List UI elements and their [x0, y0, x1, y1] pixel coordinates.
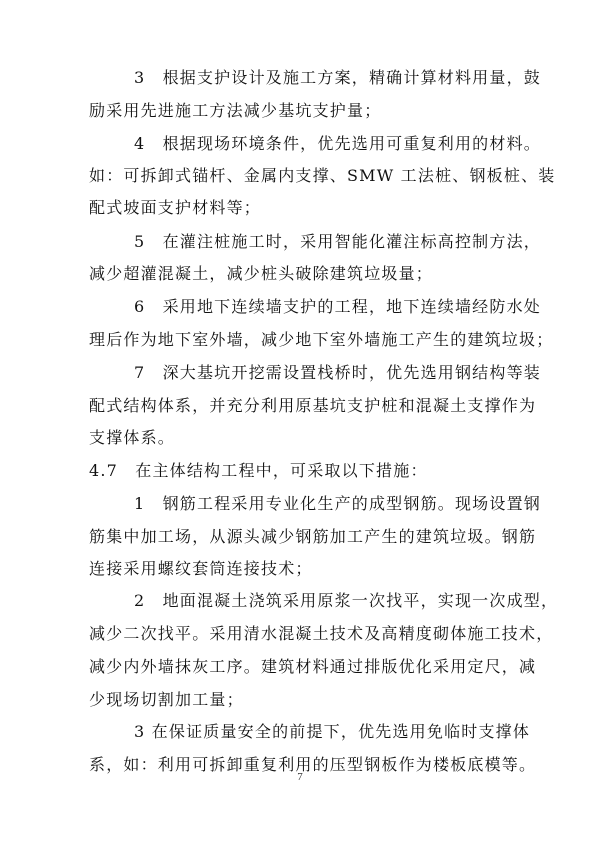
paragraph-7-line-2: 配式结构体系，并充分利用原基坑支护桩和混凝土支撑作为: [89, 396, 537, 415]
paragraph-4-line-3: 配式坡面支护材料等；: [89, 198, 262, 217]
section-4-7-item-2-line-3: 减少内外墙抹灰工序。建筑材料通过排版优化采用定尺，减: [89, 657, 537, 676]
paragraph-3-line-2: 励采用先进施工方法减少基坑支护量；: [89, 101, 382, 120]
section-4-7-item-2-line-1: 2 地面混凝土浇筑采用原浆一次找平，实现一次成型，: [134, 591, 559, 610]
section-4-7-heading: 4.7 在主体结构工程中，可采取以下措施：: [89, 461, 428, 480]
paragraph-3-line-1: 3 根据支护设计及施工方案，精确计算材料用量，鼓: [134, 68, 541, 87]
page-number: 7: [297, 771, 303, 783]
paragraph-6-line-2: 理后作为地下室外墙，减少地下室外墙施工产生的建筑垃圾；: [89, 330, 554, 349]
paragraph-5-line-2: 减少超灌混凝土，减少桩头破除建筑垃圾量；: [89, 264, 434, 283]
paragraph-4-line-2: 如：可拆卸式锚杆、金属内支撑、SMW 工法桩、钢板桩、装: [89, 166, 556, 185]
section-4-7-item-2-line-2: 减少二次找平。采用清水混凝土技术及高精度砌体施工技术，: [89, 624, 554, 643]
section-4-7-item-1-line-2: 筋集中加工场，从源头减少钢筋加工产生的建筑垃圾。钢筋: [89, 527, 537, 546]
paragraph-6-line-1: 6 采用地下连续墙支护的工程，地下连续墙经防水处: [134, 297, 541, 316]
section-4-7-item-1-line-3: 连接采用螺纹套筒连接技术；: [89, 559, 313, 578]
section-4-7-item-2-line-4: 少现场切割加工量；: [89, 690, 244, 709]
section-4-7-item-3-line-2: 系，如：利用可拆卸重复利用的压型钢板作为楼板底模等。: [89, 755, 537, 774]
section-4-7-item-3-line-1: 3 在保证质量安全的前提下，优先选用免临时支撑体: [134, 722, 531, 741]
paragraph-4-line-1: 4 根据现场环境条件，优先选用可重复利用的材料。: [134, 134, 541, 153]
section-4-7-item-1-line-1: 1 钢筋工程采用专业化生产的成型钢筋。现场设置钢: [134, 494, 541, 513]
paragraph-7-line-1: 7 深大基坑开挖需设置栈桥时，优先选用钢结构等装: [134, 363, 541, 382]
paragraph-5-line-1: 5 在灌注桩施工时，采用智能化灌注标高控制方法，: [134, 232, 541, 251]
paragraph-7-line-3: 支撑体系。: [89, 428, 176, 447]
